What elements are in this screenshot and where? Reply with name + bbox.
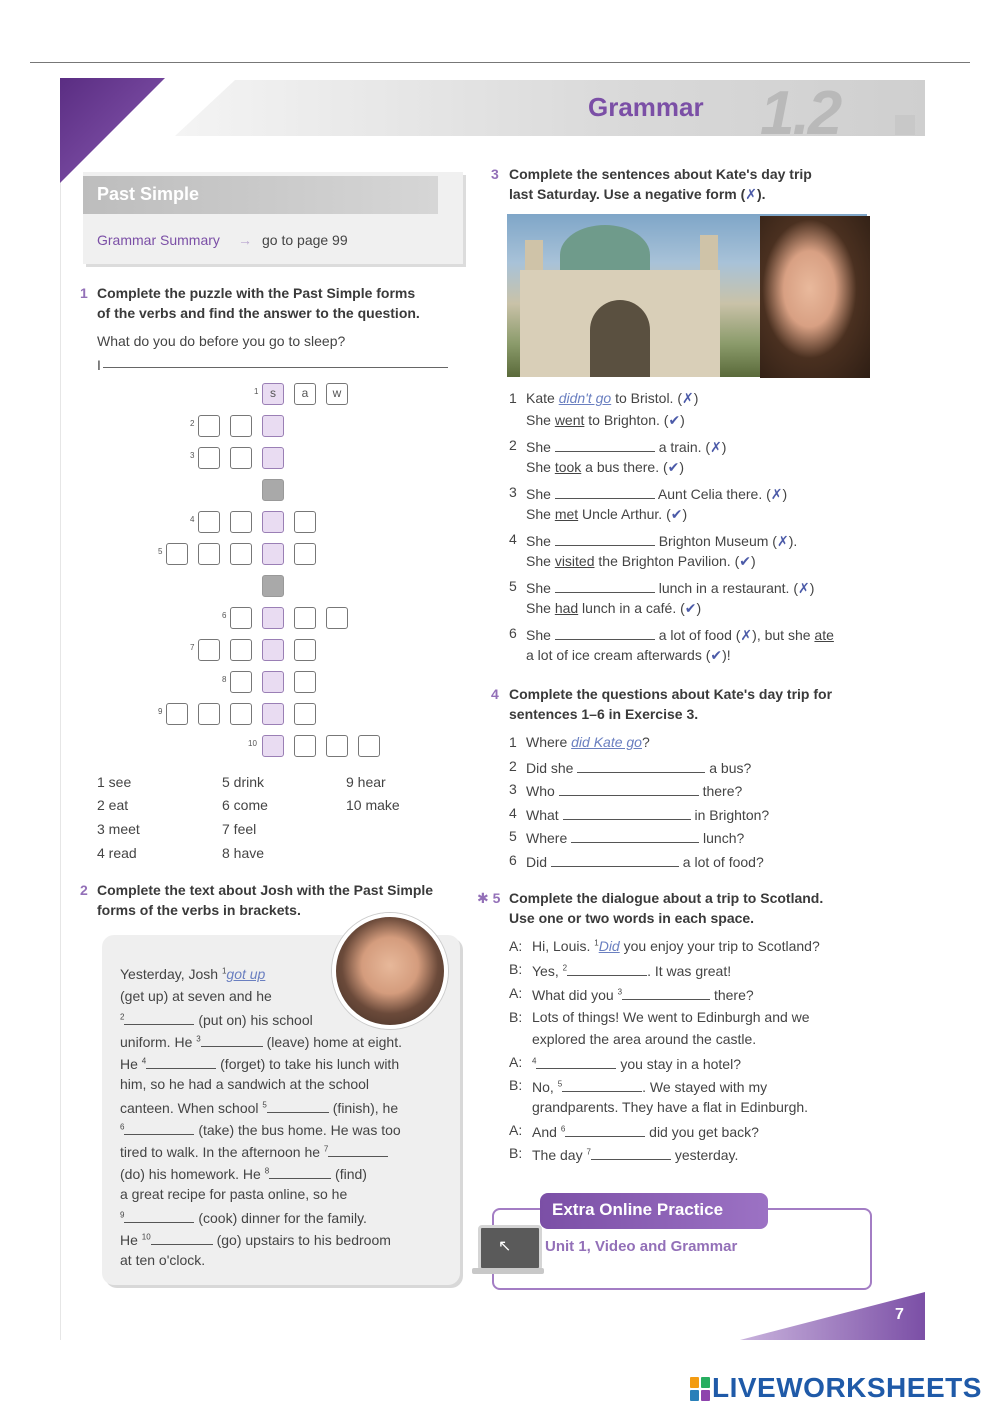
speaker-label: A: [509, 938, 523, 954]
dialogue-text: What did you [532, 987, 618, 1003]
question-text: ? [641, 734, 650, 750]
underlined-verb: took [554, 459, 582, 475]
crossword-cell[interactable] [230, 607, 252, 629]
sentence-line [526, 600, 701, 617]
blank-field[interactable] [555, 578, 655, 593]
sentence-text: Aunt Celia there. ( [654, 486, 771, 502]
text-line: uniform. He $^3$ (leave) home at eight. [120, 1034, 402, 1050]
sentence-text: ) [680, 412, 685, 428]
blank-number: 6 [560, 1124, 566, 1134]
sentence-line [526, 578, 814, 597]
sentence-text: a train. ( [654, 439, 711, 455]
speaker-label: B: [509, 1145, 523, 1161]
dialogue-text: there? [710, 987, 754, 1003]
sentence-text: Brighton Museum ( [654, 533, 777, 549]
liveworksheets-logo-icon [690, 1377, 710, 1401]
text-line: canteen. When school $^5$ (finish), he [120, 1100, 399, 1116]
underlined-verb: met [554, 506, 579, 522]
dialogue-line [532, 938, 820, 954]
blank-field[interactable] [565, 1122, 645, 1137]
top-rule [30, 62, 970, 63]
question-text: lunch? [699, 830, 745, 846]
item-number: 1 [509, 390, 517, 406]
crossword-cell[interactable] [166, 703, 188, 725]
crossword-clue-number: 3 [190, 451, 195, 460]
question-text: Where [526, 734, 572, 750]
question-text: a lot of food? [678, 853, 764, 870]
verb-clue: 7 feel [222, 821, 257, 837]
crossword-cell[interactable] [230, 703, 252, 725]
check-mark-icon: ✔ [684, 600, 697, 616]
dialogue-text: No, [532, 1079, 558, 1095]
crossword-cell[interactable] [358, 735, 380, 757]
blank-field[interactable] [146, 1054, 216, 1069]
crossword-cell-answer[interactable] [262, 639, 284, 661]
sentence-text: Kate [526, 390, 559, 406]
question-text: there? [698, 783, 743, 799]
sentence-text: ) [809, 580, 815, 596]
crossword-cell[interactable] [326, 607, 348, 629]
sentence-line [526, 412, 685, 429]
sentence-line [526, 437, 726, 456]
item-number: 5 [509, 828, 517, 844]
verb-clue: 5 drink [222, 774, 265, 790]
question-line [526, 734, 650, 750]
item-number: 6 [509, 625, 517, 641]
text-line: a great recipe for pasta online, so he [120, 1186, 348, 1202]
kate-photo [760, 216, 870, 378]
sentence-text: ) [679, 459, 685, 475]
exercise-instruction: Complete the puzzle with the Past Simple forms [97, 285, 416, 301]
blank-number: 3 [617, 987, 623, 997]
sentence-text: She [526, 486, 555, 502]
item-number: 4 [509, 531, 517, 547]
sentence-text: lunch in a café. ( [578, 600, 685, 616]
text-line: him, so he had a sandwich at the school [120, 1076, 370, 1092]
crossword-clue-number: 1 [254, 387, 259, 396]
question-line [526, 781, 742, 799]
sentence-line [526, 506, 687, 523]
sentence-text: ) [693, 390, 699, 406]
text-line: $^6$ (take) the bus home. He was too [120, 1122, 401, 1138]
blank-field[interactable] [151, 1230, 213, 1245]
crossword-cell[interactable] [198, 447, 220, 469]
question-text: What [526, 806, 563, 823]
extra-practice-title: Extra Online Practice [552, 1200, 724, 1219]
speaker-label: A: [509, 1122, 523, 1138]
question-text: Did she [526, 759, 578, 776]
verb-clue: 10 make [346, 797, 400, 813]
crossword-cell-answer[interactable] [262, 543, 284, 565]
sentence-text: She [526, 627, 555, 643]
sentence-text: )! [722, 647, 731, 663]
answer-line[interactable] [103, 367, 448, 368]
text-line: Yesterday, Josh $^1$got up [120, 966, 266, 982]
photo-arch [590, 300, 650, 377]
blank-field[interactable] [536, 1054, 616, 1069]
crossword-cell[interactable] [198, 639, 220, 661]
text-line: (do) his homework. He $^8$ (find) [120, 1166, 367, 1182]
dialogue-line [532, 1054, 741, 1072]
sentence-text: a lot of ice cream afterwards ( [526, 647, 711, 663]
cross-mark-icon: ✗ [710, 439, 722, 455]
crossword-cell-answer[interactable] [262, 415, 284, 437]
blank-field[interactable] [267, 1098, 329, 1113]
text-line: $^9$ (cook) dinner for the family. [120, 1210, 367, 1226]
crossword-clue-number: 10 [248, 739, 257, 748]
blank-field[interactable] [555, 531, 655, 546]
dialogue-line [532, 1077, 767, 1095]
question-text: in Brighton? [690, 806, 770, 823]
grammar-summary-link[interactable]: Grammar Summary [97, 232, 220, 248]
speaker-label: A: [509, 1054, 523, 1070]
text-line: He $^4$ (forget) to take his lunch with [120, 1056, 400, 1072]
sentence-text: She [526, 533, 555, 549]
sentence-text: She [526, 412, 555, 428]
crossword-cell-answer[interactable] [262, 607, 284, 629]
sentence-text: to Brighton. ( [584, 412, 669, 428]
blank-field[interactable] [124, 1208, 194, 1223]
arrow-right-icon: → [238, 232, 252, 248]
logo-square [701, 1377, 710, 1388]
logo-square [690, 1377, 699, 1388]
crossword-cell[interactable] [198, 543, 220, 565]
text-line: He $^{10}$ (go) upstairs to his bedroom [120, 1232, 391, 1248]
check-mark-icon: ✔ [670, 506, 683, 522]
example-answer: did Kate go [571, 734, 642, 750]
item-number: 2 [509, 437, 517, 453]
crossword-cell-answer[interactable] [262, 671, 284, 693]
check-mark-icon: ✔ [668, 412, 681, 428]
dialogue-line: grandparents. They have a flat in Edinburgh. [532, 1099, 809, 1115]
sentence-text: a lot of food ( [654, 627, 741, 643]
crossword-cell-answer[interactable] [262, 703, 284, 725]
question-text: a bus? [705, 759, 752, 776]
crossword-cell[interactable] [294, 543, 316, 565]
cross-mark-icon: ✗ [776, 533, 789, 549]
exercise-number: ✱ 5 [477, 890, 501, 906]
dialogue-line [532, 1145, 738, 1163]
logo-square [690, 1390, 699, 1401]
puzzle-question: What do you do before you go to sleep? [97, 333, 346, 349]
sentence-text: She [526, 506, 555, 522]
question-line [526, 852, 764, 870]
sentence-text: ) [696, 600, 702, 616]
crossword-cell-answer[interactable]: s [262, 383, 284, 405]
check-mark-icon: ✔ [710, 647, 723, 663]
blank-field[interactable] [555, 484, 655, 499]
sentence-line [526, 553, 756, 570]
sentence-text: She [526, 459, 555, 475]
blank-field[interactable] [577, 758, 705, 773]
blank-field[interactable] [567, 961, 647, 976]
crossword-cell[interactable] [294, 735, 316, 757]
verb-clue: 6 come [222, 797, 268, 813]
section-title: Past Simple [97, 184, 200, 204]
speaker-label: B: [509, 1077, 523, 1093]
blank-field[interactable] [124, 1120, 194, 1135]
blank-field[interactable] [551, 852, 679, 867]
blank-field[interactable] [555, 625, 655, 640]
answer-prefix: I [97, 357, 101, 373]
verb-clue: 4 read [97, 845, 137, 861]
blank-number: 1 [594, 938, 599, 948]
liveworksheets-brand: LIVEWORKSHEETS [712, 1372, 982, 1403]
exercise-number: 1 [80, 285, 88, 301]
sentence-text: Uncle Arthur. ( [578, 506, 671, 522]
question-text: Where [526, 830, 572, 846]
sentence-text: ). [788, 533, 798, 549]
verb-clue: 3 meet [97, 821, 140, 837]
exercise-instruction: Complete the dialogue about a trip to Scotland. [509, 890, 824, 906]
crossword-cell-answer[interactable] [262, 447, 284, 469]
dialogue-text: Hi, Louis. [532, 938, 595, 954]
dialogue-text: you stay in a hotel? [616, 1056, 741, 1072]
dialogue-text: Lots of things! We went to Edinburgh and we [532, 1009, 810, 1025]
exercise-instruction: Complete the questions about Kate's day trip for [509, 686, 833, 702]
sentence-line [526, 531, 797, 550]
underlined-verb: visited [554, 553, 595, 569]
unit-number: 1.2 [760, 79, 841, 148]
crossword-cell[interactable]: w [326, 383, 348, 405]
laptop-base-icon [472, 1268, 544, 1274]
check-mark-icon: ✔ [739, 553, 751, 569]
extra-practice-link[interactable]: Unit 1, Video and Grammar [545, 1238, 738, 1255]
dialogue-text: Yes, [532, 963, 563, 979]
sentence-text: She [526, 553, 555, 569]
crossword-cell[interactable] [230, 447, 252, 469]
example-answer: got up [226, 966, 266, 982]
text-line: tired to walk. In the afternoon he $^7$ [120, 1142, 388, 1160]
crossword-clue-number: 9 [158, 707, 163, 716]
crossword-cell[interactable] [294, 639, 316, 661]
question-line [526, 758, 751, 776]
blank-number: 4 [532, 1056, 537, 1066]
sentence-text: ) [750, 553, 756, 569]
dialogue-line [532, 1009, 810, 1025]
exercise-number: 2 [80, 882, 88, 898]
dialogue-text: did you get back? [645, 1124, 759, 1140]
blank-field[interactable] [571, 828, 699, 843]
dialogue-line [532, 1122, 759, 1140]
blank-number: 5 [557, 1079, 563, 1089]
question-text: Did [526, 853, 551, 870]
verb-clue: 9 hear [346, 774, 386, 790]
speaker-label: A: [509, 985, 523, 1001]
item-number: 3 [509, 781, 517, 797]
blank-field[interactable] [591, 1145, 671, 1160]
dialogue-text: . We stayed with my [642, 1079, 768, 1095]
blank-field[interactable] [328, 1142, 388, 1157]
exercise-instruction: Complete the sentences about Kate's day trip [509, 166, 812, 182]
sentence-text: She [526, 600, 555, 616]
exercise-number: 4 [491, 686, 499, 702]
exercise-instruction: of the verbs and find the answer to the question. [97, 305, 420, 321]
underlined-verb: went [554, 412, 585, 428]
dialogue-text: The day [532, 1147, 587, 1163]
blank-field[interactable] [269, 1164, 331, 1179]
speaker-label: B: [509, 961, 523, 977]
blank-field[interactable] [563, 805, 691, 820]
question-line [526, 828, 744, 846]
crossword-cell[interactable] [230, 543, 252, 565]
sentence-line [526, 484, 787, 503]
crossword-cell-blocked [262, 575, 284, 597]
item-number: 3 [509, 484, 517, 500]
dialogue-text: you enjoy your trip to Scotland? [619, 938, 820, 954]
crossword-clue-number: 5 [158, 547, 163, 556]
sentence-text: ) [782, 486, 788, 502]
verb-clue: 8 have [222, 845, 265, 861]
crossword-cell[interactable] [230, 639, 252, 661]
cross-mark-icon: ✗ [740, 627, 753, 643]
crossword-cell[interactable] [198, 703, 220, 725]
sentence-text: ) [721, 439, 727, 455]
sentence-text: ) [682, 506, 688, 522]
verb-clue: 1 see [97, 774, 132, 790]
item-number: 1 [509, 734, 517, 750]
dialogue-line [532, 961, 731, 979]
item-number: 5 [509, 578, 517, 594]
blank-number: 7 [586, 1147, 591, 1157]
logo-square [701, 1390, 710, 1401]
example-answer: Did [598, 938, 620, 954]
crossword-cell[interactable] [326, 735, 348, 757]
question-text: Who [526, 783, 559, 799]
crossword-cell[interactable] [198, 415, 220, 437]
crossword-cell-answer[interactable] [262, 735, 284, 757]
sentence-text: a bus there. ( [581, 459, 668, 475]
header-square-decoration [895, 115, 915, 135]
exercise-instruction: last Saturday. Use a negative form (✗). [509, 186, 766, 202]
crossword-clue-number: 7 [190, 643, 195, 652]
crossword-clue-number: 4 [190, 515, 195, 524]
crossword-cell[interactable] [294, 511, 316, 533]
crossword-clue-number: 2 [190, 419, 195, 428]
blank-field[interactable] [201, 1032, 263, 1047]
sentence-line [526, 390, 698, 407]
text-line: (get up) at seven and he [120, 988, 272, 1004]
underlined-verb: had [554, 600, 579, 616]
underlined-verb: ate [814, 627, 834, 643]
sentence-text: She [526, 580, 555, 596]
speaker-label: B: [509, 1009, 523, 1025]
exercise-instruction: forms of the verbs in brackets. [97, 902, 301, 918]
verb-clue: 2 eat [97, 797, 129, 813]
sentence-line [526, 459, 684, 476]
blank-field[interactable] [562, 1077, 642, 1092]
blank-field[interactable] [559, 781, 699, 796]
crossword-cell[interactable] [198, 511, 220, 533]
summary-page-ref: go to page 99 [262, 232, 348, 248]
cross-mark-icon: ✗ [798, 580, 810, 596]
josh-photo [332, 913, 448, 1029]
crossword-cell[interactable] [166, 543, 188, 565]
dialogue-line [532, 985, 754, 1003]
crossword-clue-number: 8 [222, 675, 227, 684]
crossword-cell[interactable] [230, 511, 252, 533]
sentence-text: the Brighton Pavilion. ( [594, 553, 740, 569]
sentence-text: to Bristol. ( [611, 390, 682, 406]
exercise-instruction: Use one or two words in each space. [509, 910, 755, 926]
dialogue-line: explored the area around the castle. [532, 1031, 757, 1047]
cross-mark-icon: ✗ [770, 486, 783, 502]
example-answer: didn't go [558, 390, 612, 406]
crossword-cell-blocked [262, 479, 284, 501]
crossword-clue-number: 6 [222, 611, 227, 620]
item-number: 2 [509, 757, 517, 774]
page-number: 7 [895, 1306, 904, 1323]
blank-field[interactable] [622, 985, 710, 1000]
cross-mark-icon: ✗ [682, 390, 694, 406]
cursor-icon: ↖ [498, 1238, 512, 1255]
crossword-cell[interactable] [294, 607, 316, 629]
exercise-instruction: sentences 1–6 in Exercise 3. [509, 706, 699, 722]
question-line [526, 805, 769, 823]
exercise-instruction: Complete the text about Josh with the Past Simple [97, 882, 434, 898]
blank-field[interactable] [124, 1010, 194, 1025]
exercise-number: 3 [491, 166, 499, 182]
crossword-cell[interactable] [230, 671, 252, 693]
sentence-text: ), but she [752, 627, 815, 643]
crossword-cell[interactable] [294, 671, 316, 693]
crossword-cell-answer[interactable] [262, 511, 284, 533]
text-line: at ten o'clock. [120, 1252, 206, 1268]
text-line: $^2$ (put on) his school [120, 1012, 313, 1028]
item-number: 4 [509, 804, 517, 821]
blank-number: 2 [562, 963, 568, 973]
dialogue-text: yesterday. [670, 1147, 739, 1163]
sentence-text: She [526, 439, 555, 455]
sentence-text: lunch in a restaurant. ( [654, 580, 798, 596]
sentence-line [526, 647, 731, 664]
item-number: 6 [509, 851, 517, 868]
crossword-cell[interactable] [294, 703, 316, 725]
crossword-cell[interactable]: a [294, 383, 316, 405]
star-icon: ✱ [477, 890, 489, 906]
dialogue-text: And [532, 1124, 561, 1140]
check-mark-icon: ✔ [667, 459, 680, 475]
blank-field[interactable] [555, 437, 655, 452]
dialogue-text: . It was great! [647, 963, 732, 979]
page-title: Grammar [588, 92, 704, 122]
crossword-cell[interactable] [230, 415, 252, 437]
sentence-line [526, 625, 834, 644]
